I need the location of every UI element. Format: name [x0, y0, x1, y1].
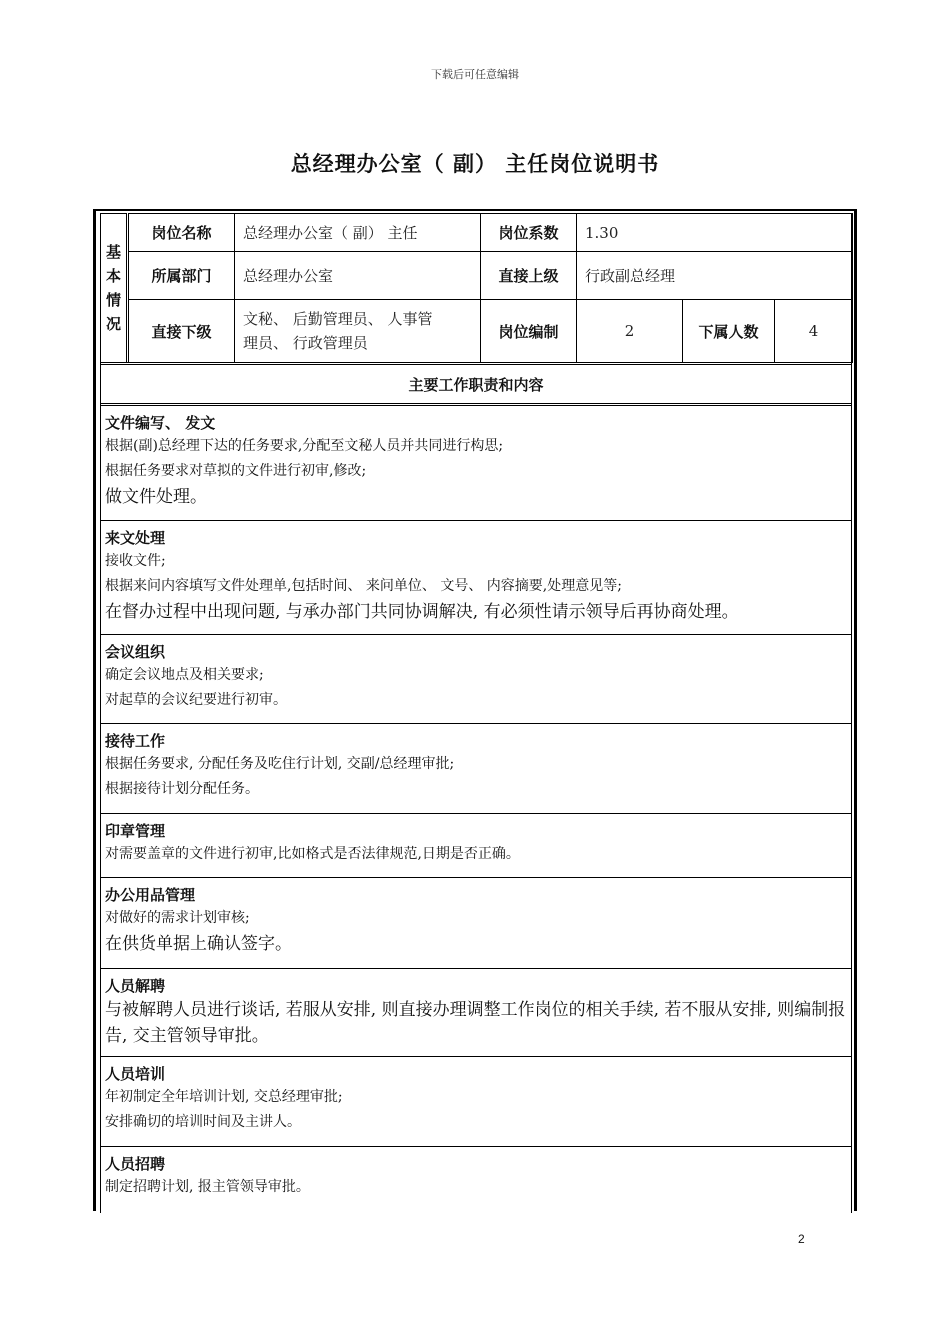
subordinates-line: 理员、 行政管理员	[243, 334, 368, 352]
duty-title: 人员培训	[105, 1065, 166, 1083]
duties-header: 主要工作职责和内容	[100, 362, 852, 406]
department-value: 总经理办公室	[235, 252, 481, 300]
duty-line: 对起草的会议纪要进行初审。	[105, 692, 287, 708]
coefficient-value: 1.30	[577, 214, 853, 252]
duty-section-seal-management	[100, 814, 852, 878]
duty-line: 根据(副)总经理下达的任务要求,分配至文秘人员并共同进行构思;	[105, 438, 504, 454]
duty-line: 在供货单据上确认签字。	[105, 934, 292, 954]
duty-line: 根据来问内容填写文件处理单,包括时间、 来问单位、 文号、 内容摘要,处理意见等;	[105, 578, 622, 594]
subordinates-label: 直接下级	[128, 300, 235, 363]
duty-line: 在督办过程中出现问题, 与承办部门共同协调解决, 有必须性请示领导后再协商处理。	[105, 602, 739, 622]
superior-value: 行政副总经理	[577, 252, 853, 300]
duty-title: 人员解聘	[105, 977, 166, 995]
duty-title: 接待工作	[105, 732, 166, 750]
duty-line: 对做好的需求计划审核;	[105, 910, 250, 926]
headcount-label: 岗位编制	[481, 300, 577, 363]
position-name-label: 岗位名称	[128, 214, 235, 252]
duty-title: 来文处理	[105, 529, 166, 547]
duty-line: 接收文件;	[105, 553, 166, 569]
section-label-char: 本	[105, 267, 121, 285]
duty-line: 确定会议地点及相关要求;	[105, 667, 264, 683]
duty-title: 印章管理	[105, 822, 166, 840]
duty-line: 根据任务要求, 分配任务及吃住行计划, 交副/总经理审批;	[105, 756, 455, 772]
watermark-text: 下载后可任意编辑	[431, 68, 519, 81]
position-name-value: 总经理办公室（ 副） 主任	[235, 214, 481, 252]
duty-title: 人员招聘	[105, 1155, 166, 1173]
duty-line: 与被解聘人员进行谈话, 若服从安排, 则直接办理调整工作岗位的相关手续, 若不服从安排, 则编制报告, 交主管领导审批。	[105, 1000, 846, 1046]
department-label: 所属部门	[128, 252, 235, 300]
duty-section-document-writing	[100, 406, 852, 521]
duty-title: 文件编写、 发文	[105, 414, 216, 432]
headcount-value: 2	[577, 300, 683, 363]
page-number: 2	[798, 1232, 805, 1246]
section-label-char: 况	[105, 315, 121, 333]
table-row	[101, 252, 853, 300]
reports-label: 下属人数	[683, 300, 775, 363]
duty-section-dismissal	[100, 969, 852, 1057]
reports-value: 4	[775, 300, 853, 363]
duty-section-office-supplies	[100, 878, 852, 969]
duty-section-meeting-organization	[100, 635, 852, 724]
table-row	[101, 300, 853, 363]
subordinates-line: 文秘、 后勤管理员、 人事管	[243, 310, 433, 328]
section-label-char: 基	[105, 243, 121, 261]
duty-section-incoming-documents	[100, 521, 852, 635]
duty-section-recruitment	[100, 1147, 852, 1211]
duty-title: 办公用品管理	[105, 886, 196, 904]
duty-title: 会议组织	[105, 643, 166, 661]
superior-label: 直接上级	[481, 252, 577, 300]
duty-line: 年初制定全年培训计划, 交总经理审批;	[105, 1089, 343, 1105]
basic-info-table	[100, 213, 853, 363]
duty-line: 根据任务要求对草拟的文件进行初审,修改;	[105, 463, 367, 479]
duty-line: 做文件处理。	[105, 487, 207, 507]
subordinates-value	[235, 300, 481, 363]
coefficient-label: 岗位系数	[481, 214, 577, 252]
duty-section-reception	[100, 724, 852, 814]
section-label-char: 情	[105, 291, 121, 309]
duty-section-training	[100, 1057, 852, 1147]
duty-line: 根据接待计划分配任务。	[105, 781, 259, 797]
table-row	[101, 214, 853, 252]
duty-line: 对需要盖章的文件进行初审,比如格式是否法律规范,日期是否正确。	[105, 846, 520, 862]
section-label-basic-info	[101, 214, 128, 363]
document-title: 总经理办公室（ 副） 主任岗位说明书	[290, 152, 660, 176]
duty-line: 制定招聘计划, 报主管领导审批。	[105, 1179, 310, 1195]
duty-line: 安排确切的培训时间及主讲人。	[105, 1114, 301, 1130]
